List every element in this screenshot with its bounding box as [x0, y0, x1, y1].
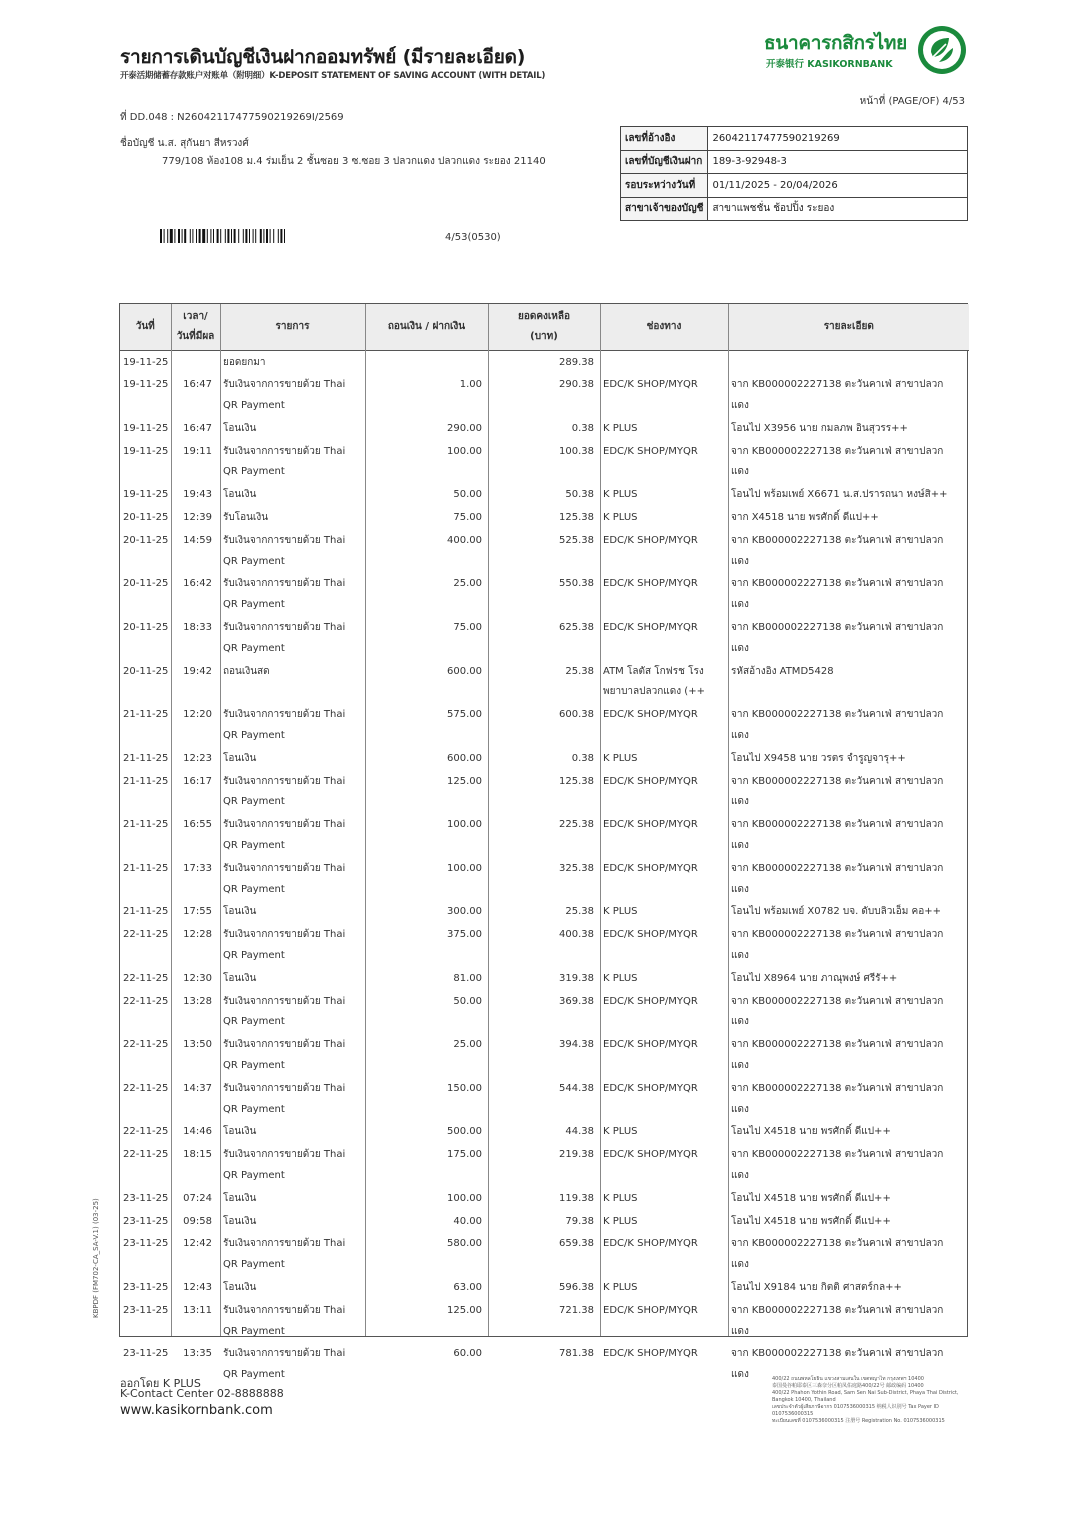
- page-indicator: หน้าที่ (PAGE/OF) 4/53: [859, 96, 965, 107]
- table-row: [120, 616, 969, 660]
- row-date: 23-11-25: [123, 1192, 169, 1204]
- row-item: รับเงินจากการขายด้วย Thai QR Payment: [223, 578, 346, 611]
- row-time: 18:15: [183, 1149, 212, 1161]
- row-item: รับเงินจากการขายด้วย Thai QR Payment: [223, 929, 346, 962]
- info-value: 01/11/2025 - 20/04/2026: [708, 174, 968, 198]
- table-row: [120, 1120, 969, 1143]
- row-detail: จาก KB000002227138 ตะวันคาเฟ่ สาขาปลวก แดง: [731, 929, 944, 962]
- statement-title-th: รายการเดินบัญชีเงินฝากออมทรัพย์ (มีรายละเอียด): [120, 46, 526, 68]
- table-row: [120, 1210, 969, 1233]
- row-balance: 319.38: [559, 972, 594, 984]
- row-detail: โอนไป X4518 นาย พรศักดิ์ ดีแป++: [731, 1126, 891, 1138]
- table-row: [120, 1143, 969, 1187]
- row-item: โอนเงิน: [223, 1126, 257, 1138]
- row-date: 20-11-25: [123, 665, 169, 677]
- row-time: 18:33: [183, 622, 212, 634]
- row-detail: จาก KB000002227138 ตะวันคาเฟ่ สาขาปลวก แดง: [731, 1082, 944, 1115]
- table-row: [120, 440, 969, 484]
- row-date: 22-11-25: [123, 972, 169, 984]
- row-channel: EDC/K SHOP/MYQR: [603, 709, 698, 721]
- row-time: 19:42: [183, 665, 212, 677]
- row-detail: โอนไป X9184 นาย กิตติ ศาสตร์กล++: [731, 1281, 902, 1293]
- row-detail: [728, 350, 969, 373]
- row-item: โอนเงิน: [223, 906, 257, 918]
- row-amount: 40.00: [453, 1215, 482, 1227]
- statement-title-en: 开泰活期储蓄存款账户对账单（附明细）K-DEPOSIT STATEMENT OF SAVING ACCOUNT (WITH DETAIL): [120, 71, 546, 81]
- row-amount: 125.00: [447, 775, 482, 787]
- row-balance: 25.38: [565, 906, 594, 918]
- info-label: เลขที่อ้างอิง: [621, 127, 708, 151]
- row-item: โอนเงิน: [223, 752, 257, 764]
- row-detail: จาก KB000002227138 ตะวันคาเฟ่ สาขาปลวก แดง: [731, 1348, 944, 1381]
- table-row: [120, 1276, 969, 1299]
- row-date: 19-11-25: [123, 422, 169, 434]
- row-channel: EDC/K SHOP/MYQR: [603, 622, 698, 634]
- row-date: 20-11-25: [123, 534, 169, 546]
- row-channel: EDC/K SHOP/MYQR: [603, 379, 698, 391]
- row-date: 20-11-25: [123, 578, 169, 590]
- row-item: ยอดยกมา: [223, 356, 266, 368]
- info-value: 2604211747759021926​9: [708, 127, 968, 151]
- table-row: [120, 813, 969, 857]
- row-detail: โอนไป X8964 นาย ภาณุพงษ์ ศรีรั++: [731, 972, 898, 984]
- row-time: 16:42: [183, 578, 212, 590]
- table-row: [120, 967, 969, 990]
- row-channel: [600, 350, 728, 373]
- row-item: โอนเงิน: [223, 1215, 257, 1227]
- row-amount: 580.00: [447, 1238, 482, 1250]
- row-amount: 600.00: [447, 752, 482, 764]
- bank-address: [772, 1376, 968, 1425]
- row-balance: 290.38: [559, 379, 594, 391]
- row-time: 12:23: [183, 752, 212, 764]
- info-label: รอบระหว่างวันที่: [621, 174, 708, 198]
- row-date: 22-11-25: [123, 1126, 169, 1138]
- row-time: 13:28: [183, 995, 212, 1007]
- column-header: เวลา/ วันที่มีผล: [171, 304, 220, 350]
- row-channel: EDC/K SHOP/MYQR: [603, 1238, 698, 1250]
- row-item: โอนเงิน: [223, 1192, 257, 1204]
- row-channel: EDC/K SHOP/MYQR: [603, 578, 698, 590]
- row-date: 20-11-25: [123, 622, 169, 634]
- table-row: [120, 572, 969, 616]
- column-header: ช่องทาง: [600, 304, 728, 350]
- row-detail: รหัสอ้างอิง ATMD5428: [731, 665, 834, 677]
- row-detail: จาก KB000002227138 ตะวันคาเฟ่ สาขาปลวก แดง: [731, 534, 944, 567]
- row-time: 14:46: [183, 1126, 212, 1138]
- row-balance: 325.38: [559, 862, 594, 874]
- table-row: [120, 1077, 969, 1121]
- kasikorn-leaf-icon: [916, 24, 968, 76]
- row-time: 19:43: [183, 489, 212, 501]
- row-item: รับเงินจากการขายด้วย Thai QR Payment: [223, 379, 346, 412]
- row-balance: 100.38: [559, 445, 594, 457]
- info-label: สาขาเจ้าของบัญชี: [621, 197, 708, 221]
- row-item: รับเงินจากการขายด้วย Thai QR Payment: [223, 819, 346, 852]
- row-item: รับเงินจากการขายด้วย Thai QR Payment: [223, 995, 346, 1028]
- row-item: ถอนเงินสด: [223, 665, 270, 677]
- row-detail: โอนไป พร้อมเพย์ X0782 บจ. ดับบลิวเอ็ม คอ++: [731, 906, 941, 918]
- table-row: [120, 857, 969, 901]
- row-detail: จาก KB000002227138 ตะวันคาเฟ่ สาขาปลวก แดง: [731, 1149, 944, 1181]
- address-line: ทะเบียนเลขที่ 0107536000315 注册号 Registration No. 0107536000315: [772, 1418, 945, 1424]
- row-amount: [365, 350, 488, 373]
- row-balance: 550.38: [559, 578, 594, 590]
- row-date: 23-11-25: [123, 1304, 169, 1316]
- row-channel: EDC/K SHOP/MYQR: [603, 445, 698, 457]
- row-detail: โอนไป X4518 นาย พรศักดิ์ ดีแป++: [731, 1192, 891, 1204]
- row-balance: 781.38: [559, 1348, 594, 1360]
- account-address: 779/108 ห้อง108 ม.4 ร่มเย็น 2 ชั้นซอย 3 ซ.ซอย 3 ปลวกแดง ปลวกแดง ระยอง 21140: [162, 156, 546, 167]
- row-item: รับเงินจากการขายด้วย Thai QR Payment: [223, 1348, 346, 1381]
- table-row: [120, 417, 969, 440]
- row-balance: 125.38: [559, 512, 594, 524]
- table-row: [120, 747, 969, 770]
- info-value: 189-3-92948-3: [708, 150, 968, 174]
- table-row: [120, 770, 969, 814]
- row-time: [171, 350, 220, 373]
- row-amount: 150.00: [447, 1082, 482, 1094]
- info-row-reference: [621, 127, 968, 151]
- row-channel: K PLUS: [603, 422, 638, 434]
- row-time: 16:17: [183, 775, 212, 787]
- row-channel: K PLUS: [603, 752, 638, 764]
- info-row-branch: [621, 197, 968, 221]
- row-time: 12:30: [183, 972, 212, 984]
- row-item: รับเงินจากการขายด้วย Thai QR Payment: [223, 445, 346, 478]
- row-detail: จาก X4518 นาย พรศักดิ์ ดีแป++: [731, 512, 879, 524]
- barcode-number: 4/53(0530): [445, 232, 501, 243]
- row-date: 21-11-25: [123, 819, 169, 831]
- row-item: รับเงินจากการขายด้วย Thai QR Payment: [223, 622, 346, 654]
- row-channel: K PLUS: [603, 512, 638, 524]
- row-balance: 394.38: [559, 1039, 594, 1051]
- row-detail: จาก KB000002227138 ตะวันคาเฟ่ สาขาปลวก แดง: [731, 578, 944, 611]
- row-amount: 600.00: [447, 665, 482, 677]
- row-item: รับเงินจากการขายด้วย Thai QR Payment: [223, 1039, 346, 1071]
- row-item: รับเงินจากการขายด้วย Thai QR Payment: [223, 862, 346, 895]
- row-channel: EDC/K SHOP/MYQR: [603, 1039, 698, 1051]
- row-balance: 625.38: [559, 622, 594, 634]
- row-item: รับเงินจากการขายด้วย Thai QR Payment: [223, 534, 346, 567]
- info-value: สาขาแพชชั่น ช้อปปิ้ง ระยอง: [708, 197, 968, 221]
- row-amount: 1.00: [459, 379, 482, 391]
- contact-center: K-Contact Center 02-8888888: [120, 1387, 284, 1400]
- table-row: [120, 1232, 969, 1276]
- bank-name-th: ธนาคารกสิกรไทย: [764, 32, 907, 54]
- table-row: [120, 1299, 969, 1343]
- table-row: [120, 1187, 969, 1210]
- row-detail: โอนไป พร้อมเพย์ X6671 น.ส.ปรารถนา หงษ์สิ++: [731, 489, 948, 501]
- table-row: [120, 373, 969, 417]
- row-amount: 575.00: [447, 709, 482, 721]
- row-detail: จาก KB000002227138 ตะวันคาเฟ่ สาขาปลวก แดง: [731, 1039, 944, 1071]
- row-detail: จาก KB000002227138 ตะวันคาเฟ่ สาขาปลวก แดง: [731, 445, 944, 478]
- row-date: 23-11-25: [123, 1281, 169, 1293]
- row-date: 21-11-25: [123, 906, 169, 918]
- row-balance: 0.38: [571, 422, 594, 434]
- row-detail: จาก KB000002227138 ตะวันคาเฟ่ สาขาปลวก แดง: [731, 709, 944, 742]
- row-channel: EDC/K SHOP/MYQR: [603, 1149, 698, 1161]
- row-balance: 225.38: [559, 819, 594, 831]
- row-detail: โอนไป X3956 นาย กมลภพ อินสุวรร++: [731, 422, 908, 434]
- row-detail: โอนไป X4518 นาย พรศักดิ์ ดีแป++: [731, 1215, 891, 1227]
- column-header: วันที่: [120, 304, 171, 350]
- row-item: รับเงินจากการขายด้วย Thai QR Payment: [223, 1238, 346, 1271]
- row-amount: 175.00: [447, 1149, 482, 1161]
- row-balance: 289.38: [559, 356, 594, 368]
- row-channel: K PLUS: [603, 1281, 638, 1293]
- row-balance: 721.38: [559, 1304, 594, 1316]
- row-detail: จาก KB000002227138 ตะวันคาเฟ่ สาขาปลวก แดง: [731, 862, 944, 895]
- row-item: รับเงินจากการขายด้วย Thai QR Payment: [223, 1082, 346, 1115]
- row-date: 23-11-25: [123, 1215, 169, 1227]
- row-time: 13:50: [183, 1039, 212, 1051]
- address-line: 400/22 Phahon Yothin Road, Sam Sen Nai Sub-District, Phaya Thai District, Bangkok 10400, Thailand: [772, 1390, 959, 1403]
- row-channel: EDC/K SHOP/MYQR: [603, 929, 698, 941]
- row-channel: EDC/K SHOP/MYQR: [603, 862, 698, 874]
- column-header: ถอนเงิน / ฝากเงิน: [365, 304, 488, 350]
- row-date: 21-11-25: [123, 709, 169, 721]
- row-channel: K PLUS: [603, 1126, 638, 1138]
- issued-by: ออกโดย K PLUS: [120, 1377, 201, 1390]
- row-date: 22-11-25: [123, 1039, 169, 1051]
- address-line: 400/22 ถนนพหลโยธิน แขวงสามเสนใน เขตพญาไท กรุงเทพฯ 10400: [772, 1376, 924, 1382]
- row-item: โอนเงิน: [223, 1281, 257, 1293]
- row-time: 14:59: [183, 534, 212, 546]
- row-time: 16:47: [183, 422, 212, 434]
- info-row-period: [621, 174, 968, 198]
- row-amount: 50.00: [453, 489, 482, 501]
- row-detail: จาก KB000002227138 ตะวันคาเฟ่ สาขาปลวก แดง: [731, 1304, 944, 1337]
- row-balance: 0.38: [571, 752, 594, 764]
- row-amount: 50.00: [453, 995, 482, 1007]
- row-channel: EDC/K SHOP/MYQR: [603, 1348, 698, 1360]
- table-row: [120, 1033, 969, 1077]
- table-row: [120, 350, 969, 373]
- row-date: 22-11-25: [123, 929, 169, 941]
- row-item: รับเงินจากการขายด้วย Thai QR Payment: [223, 775, 346, 808]
- row-balance: 369.38: [559, 995, 594, 1007]
- row-detail: จาก KB000002227138 ตะวันคาเฟ่ สาขาปลวก แดง: [731, 379, 944, 412]
- table-row: [120, 529, 969, 573]
- info-label: เลขที่บัญชีเงินฝาก: [621, 150, 708, 174]
- row-date: 21-11-25: [123, 775, 169, 787]
- row-amount: 100.00: [447, 819, 482, 831]
- row-item: รับเงินจากการขายด้วย Thai QR Payment: [223, 709, 346, 742]
- row-amount: 100.00: [447, 862, 482, 874]
- row-channel: ATM โลตัส โกฟรช โรง พยาบาลปลวกแดง (++: [603, 665, 705, 698]
- row-item: โอนเงิน: [223, 972, 257, 984]
- row-date: 22-11-25: [123, 1149, 169, 1161]
- row-item: โอนเงิน: [223, 489, 257, 501]
- row-detail: จาก KB000002227138 ตะวันคาเฟ่ สาขาปลวก แดง: [731, 995, 944, 1028]
- row-balance: 25.38: [565, 665, 594, 677]
- row-item: รับโอนเงิน: [223, 512, 269, 524]
- row-time: 09:58: [183, 1215, 212, 1227]
- row-detail: จาก KB000002227138 ตะวันคาเฟ่ สาขาปลวก แดง: [731, 622, 944, 654]
- table-row: [120, 483, 969, 506]
- row-time: 13:35: [183, 1348, 212, 1360]
- row-amount: 81.00: [453, 972, 482, 984]
- row-balance: 44.38: [565, 1126, 594, 1138]
- row-amount: 375.00: [447, 929, 482, 941]
- row-time: 16:47: [183, 379, 212, 391]
- row-amount: 300.00: [447, 906, 482, 918]
- row-date: 19-11-25: [123, 489, 169, 501]
- table-header-row: [120, 304, 969, 350]
- row-time: 17:55: [183, 906, 212, 918]
- row-amount: 63.00: [453, 1281, 482, 1293]
- address-line: เลขประจำตัวผู้เสียภาษีอากร 0107536000315 纳税人识别号 Tax Payer ID 0107536000315: [772, 1404, 939, 1417]
- row-time: 12:20: [183, 709, 212, 721]
- row-balance: 125.38: [559, 775, 594, 787]
- row-time: 07:24: [183, 1192, 212, 1204]
- table-row: [120, 703, 969, 747]
- row-channel: EDC/K SHOP/MYQR: [603, 819, 698, 831]
- row-amount: 100.00: [447, 1192, 482, 1204]
- row-detail: โอนไป X9458 นาย วรตร จำรูญจารุ++: [731, 752, 906, 764]
- table-row: [120, 506, 969, 529]
- row-amount: 25.00: [453, 1039, 482, 1051]
- row-amount: 60.00: [453, 1348, 482, 1360]
- row-balance: 79.38: [565, 1215, 594, 1227]
- row-balance: 544.38: [559, 1082, 594, 1094]
- bank-name-en: 开泰银行 KASIKORNBANK: [766, 59, 893, 70]
- row-amount: 290.00: [447, 422, 482, 434]
- row-channel: K PLUS: [603, 906, 638, 918]
- row-time: 12:39: [183, 512, 212, 524]
- row-time: 16:55: [183, 819, 212, 831]
- website-link[interactable]: www.kasikornbank.com: [120, 1403, 273, 1418]
- table-row: [120, 900, 969, 923]
- row-date: 23-11-25: [123, 1238, 169, 1250]
- row-amount: 500.00: [447, 1126, 482, 1138]
- row-balance: 596.38: [559, 1281, 594, 1293]
- row-amount: 75.00: [453, 622, 482, 634]
- row-balance: 659.38: [559, 1238, 594, 1250]
- row-balance: 400.38: [559, 929, 594, 941]
- row-balance: 119.38: [559, 1192, 594, 1204]
- row-time: 19:11: [183, 445, 212, 457]
- row-balance: 219.38: [559, 1149, 594, 1161]
- row-item: รับเงินจากการขายด้วย Thai QR Payment: [223, 1304, 346, 1337]
- row-time: 12:42: [183, 1238, 212, 1250]
- row-channel: EDC/K SHOP/MYQR: [603, 1082, 698, 1094]
- row-amount: 400.00: [447, 534, 482, 546]
- table-row: [120, 660, 969, 704]
- row-detail: จาก KB000002227138 ตะวันคาเฟ่ สาขาปลวก แดง: [731, 775, 944, 808]
- column-header: รายละเอียด: [728, 304, 969, 350]
- reference-line: ที่ DD.048 : N2604211747759021926​9I/2569: [120, 112, 344, 123]
- bank-logo: [764, 24, 974, 80]
- row-item: โอนเงิน: [223, 422, 257, 434]
- row-date: 21-11-25: [123, 752, 169, 764]
- row-amount: 100.00: [447, 445, 482, 457]
- form-code: KBPDF (FM702-CA_SA-V.1) (03-25): [92, 1198, 100, 1318]
- row-amount: 25.00: [453, 578, 482, 590]
- row-detail: จาก KB000002227138 ตะวันคาเฟ่ สาขาปลวก แดง: [731, 819, 944, 852]
- table-row: [120, 990, 969, 1034]
- account-info-box: [620, 126, 968, 221]
- row-time: 14:37: [183, 1082, 212, 1094]
- row-channel: K PLUS: [603, 489, 638, 501]
- row-date: 20-11-25: [123, 512, 169, 524]
- row-date: 23-11-25: [123, 1348, 169, 1360]
- row-channel: EDC/K SHOP/MYQR: [603, 775, 698, 787]
- row-amount: 125.00: [447, 1304, 482, 1316]
- row-channel: K PLUS: [603, 1192, 638, 1204]
- row-date: 19-11-25: [123, 379, 169, 391]
- barcode: [160, 229, 336, 243]
- column-header: รายการ: [220, 304, 365, 350]
- row-channel: EDC/K SHOP/MYQR: [603, 995, 698, 1007]
- row-amount: 75.00: [453, 512, 482, 524]
- table-row: [120, 923, 969, 967]
- column-header: ยอดคงเหลือ (บาท): [488, 304, 600, 350]
- row-time: 13:11: [183, 1304, 212, 1316]
- row-channel: EDC/K SHOP/MYQR: [603, 534, 698, 546]
- row-time: 12:43: [183, 1281, 212, 1293]
- row-date: 22-11-25: [123, 1082, 169, 1094]
- row-channel: EDC/K SHOP/MYQR: [603, 1304, 698, 1316]
- row-balance: 600.38: [559, 709, 594, 721]
- row-detail: จาก KB000002227138 ตะวันคาเฟ่ สาขาปลวก แดง: [731, 1238, 944, 1271]
- row-balance: 50.38: [565, 489, 594, 501]
- info-row-account-number: [621, 150, 968, 174]
- row-date: 19-11-25: [123, 445, 169, 457]
- row-channel: K PLUS: [603, 1215, 638, 1227]
- account-name: ชื่อบัญชี น.ส. สุกันยา สีหรวงศ์: [120, 138, 249, 149]
- row-time: 12:28: [183, 929, 212, 941]
- row-balance: 525.38: [559, 534, 594, 546]
- row-date: 19-11-25: [123, 356, 169, 368]
- row-channel: K PLUS: [603, 972, 638, 984]
- row-item: รับเงินจากการขายด้วย Thai QR Payment: [223, 1149, 346, 1181]
- address-line: 泰国曼谷帕耶泰区三森奈分区帕凤佑庭路400/22号 邮政编码 10400: [772, 1383, 924, 1389]
- row-date: 22-11-25: [123, 995, 169, 1007]
- row-time: 17:33: [183, 862, 212, 874]
- row-date: 21-11-25: [123, 862, 169, 874]
